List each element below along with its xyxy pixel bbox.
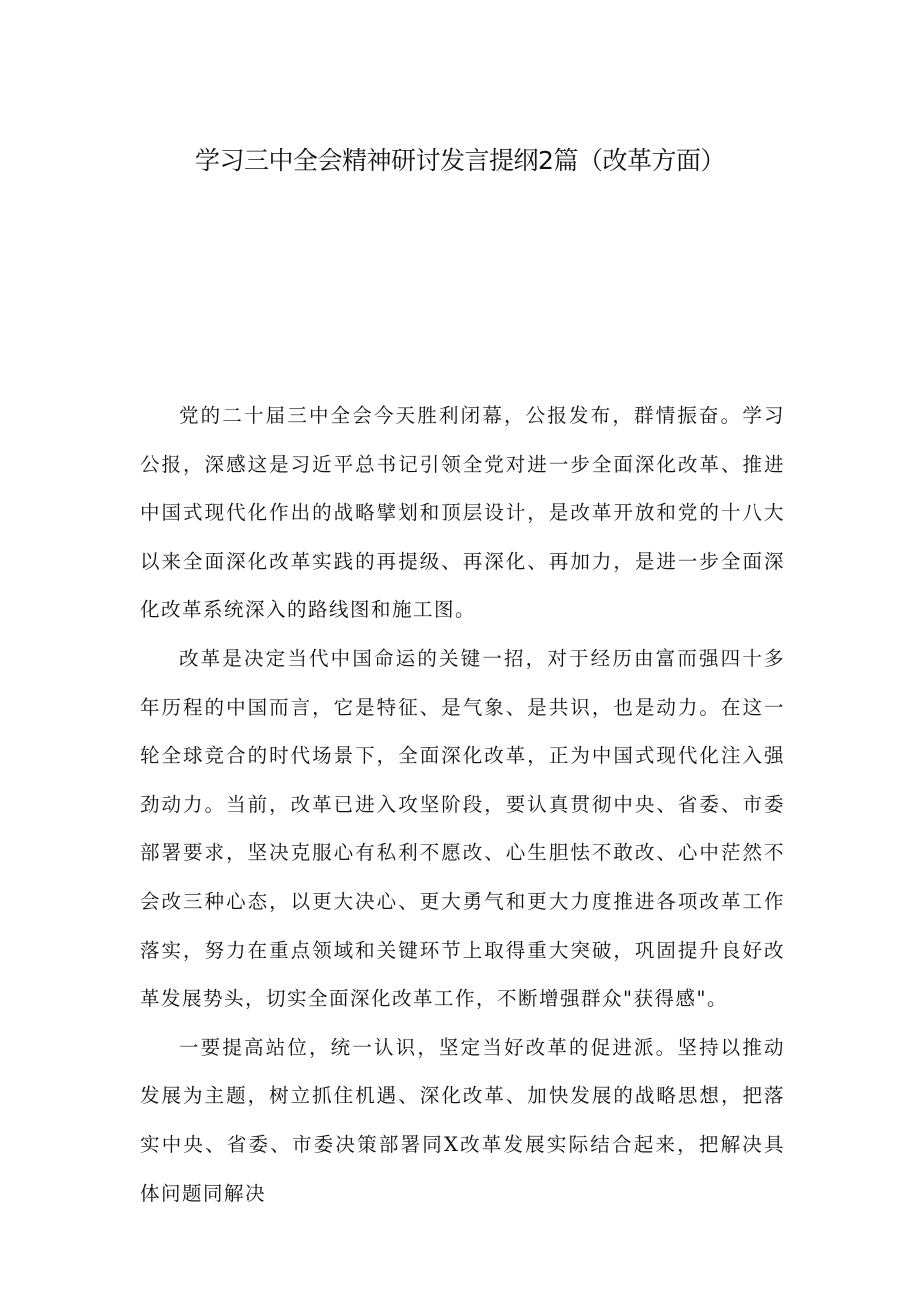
document-body (140, 392, 785, 1218)
paragraph-1: 党的二十届三中全会今天胜利闭幕，公报发布，群情振奋。学习公报，深感这是习近平总书记引领全党对进一步全面深化改革、推进中国式现代化作出的战略擘划和顶层设计，是改革开放和党的十八大以来全面深化改革实践的再提级、再深化、再加力，是进一步全面深化改革系统深入的路线图和施工图。 (140, 404, 785, 622)
paragraph-3: 一要提高站位，统一认识，坚定当好改革的促进派。坚持以推动发展为主题，树立抓住机遇、深化改革、加快发展的战略思想，把落实中央、省委、市委决策部署同X改革发展实际结合起来，把解决具体问题同解决 (140, 1035, 785, 1205)
document-title: 学习三中全会精神研讨发言提纲2篇（改革方面） (195, 146, 725, 175)
paragraph-2: 改革是决定当代中国命运的关键一招，对于经历由富而强四十多年历程的中国而言，它是特征、是气象、是共识，也是动力。在这一轮全球竞合的时代场景下，全面深化改革，正为中国式现代化注入强劲动力。当前，改革已进入攻坚阶段，要认真贯彻中央、省委、市委部署要求，坚决克服心有私利不愿改、心生胆怯不敢改、心中茫然不会改三种心态，以更大决心、更大勇气和更大力度推进各项改革工作落实，努力在重点领域和关键环节上取得重大突破，巩固提升良好改革发展势头，切实全面深化改革工作，不断增强群众"获得感"。 (140, 646, 785, 1011)
